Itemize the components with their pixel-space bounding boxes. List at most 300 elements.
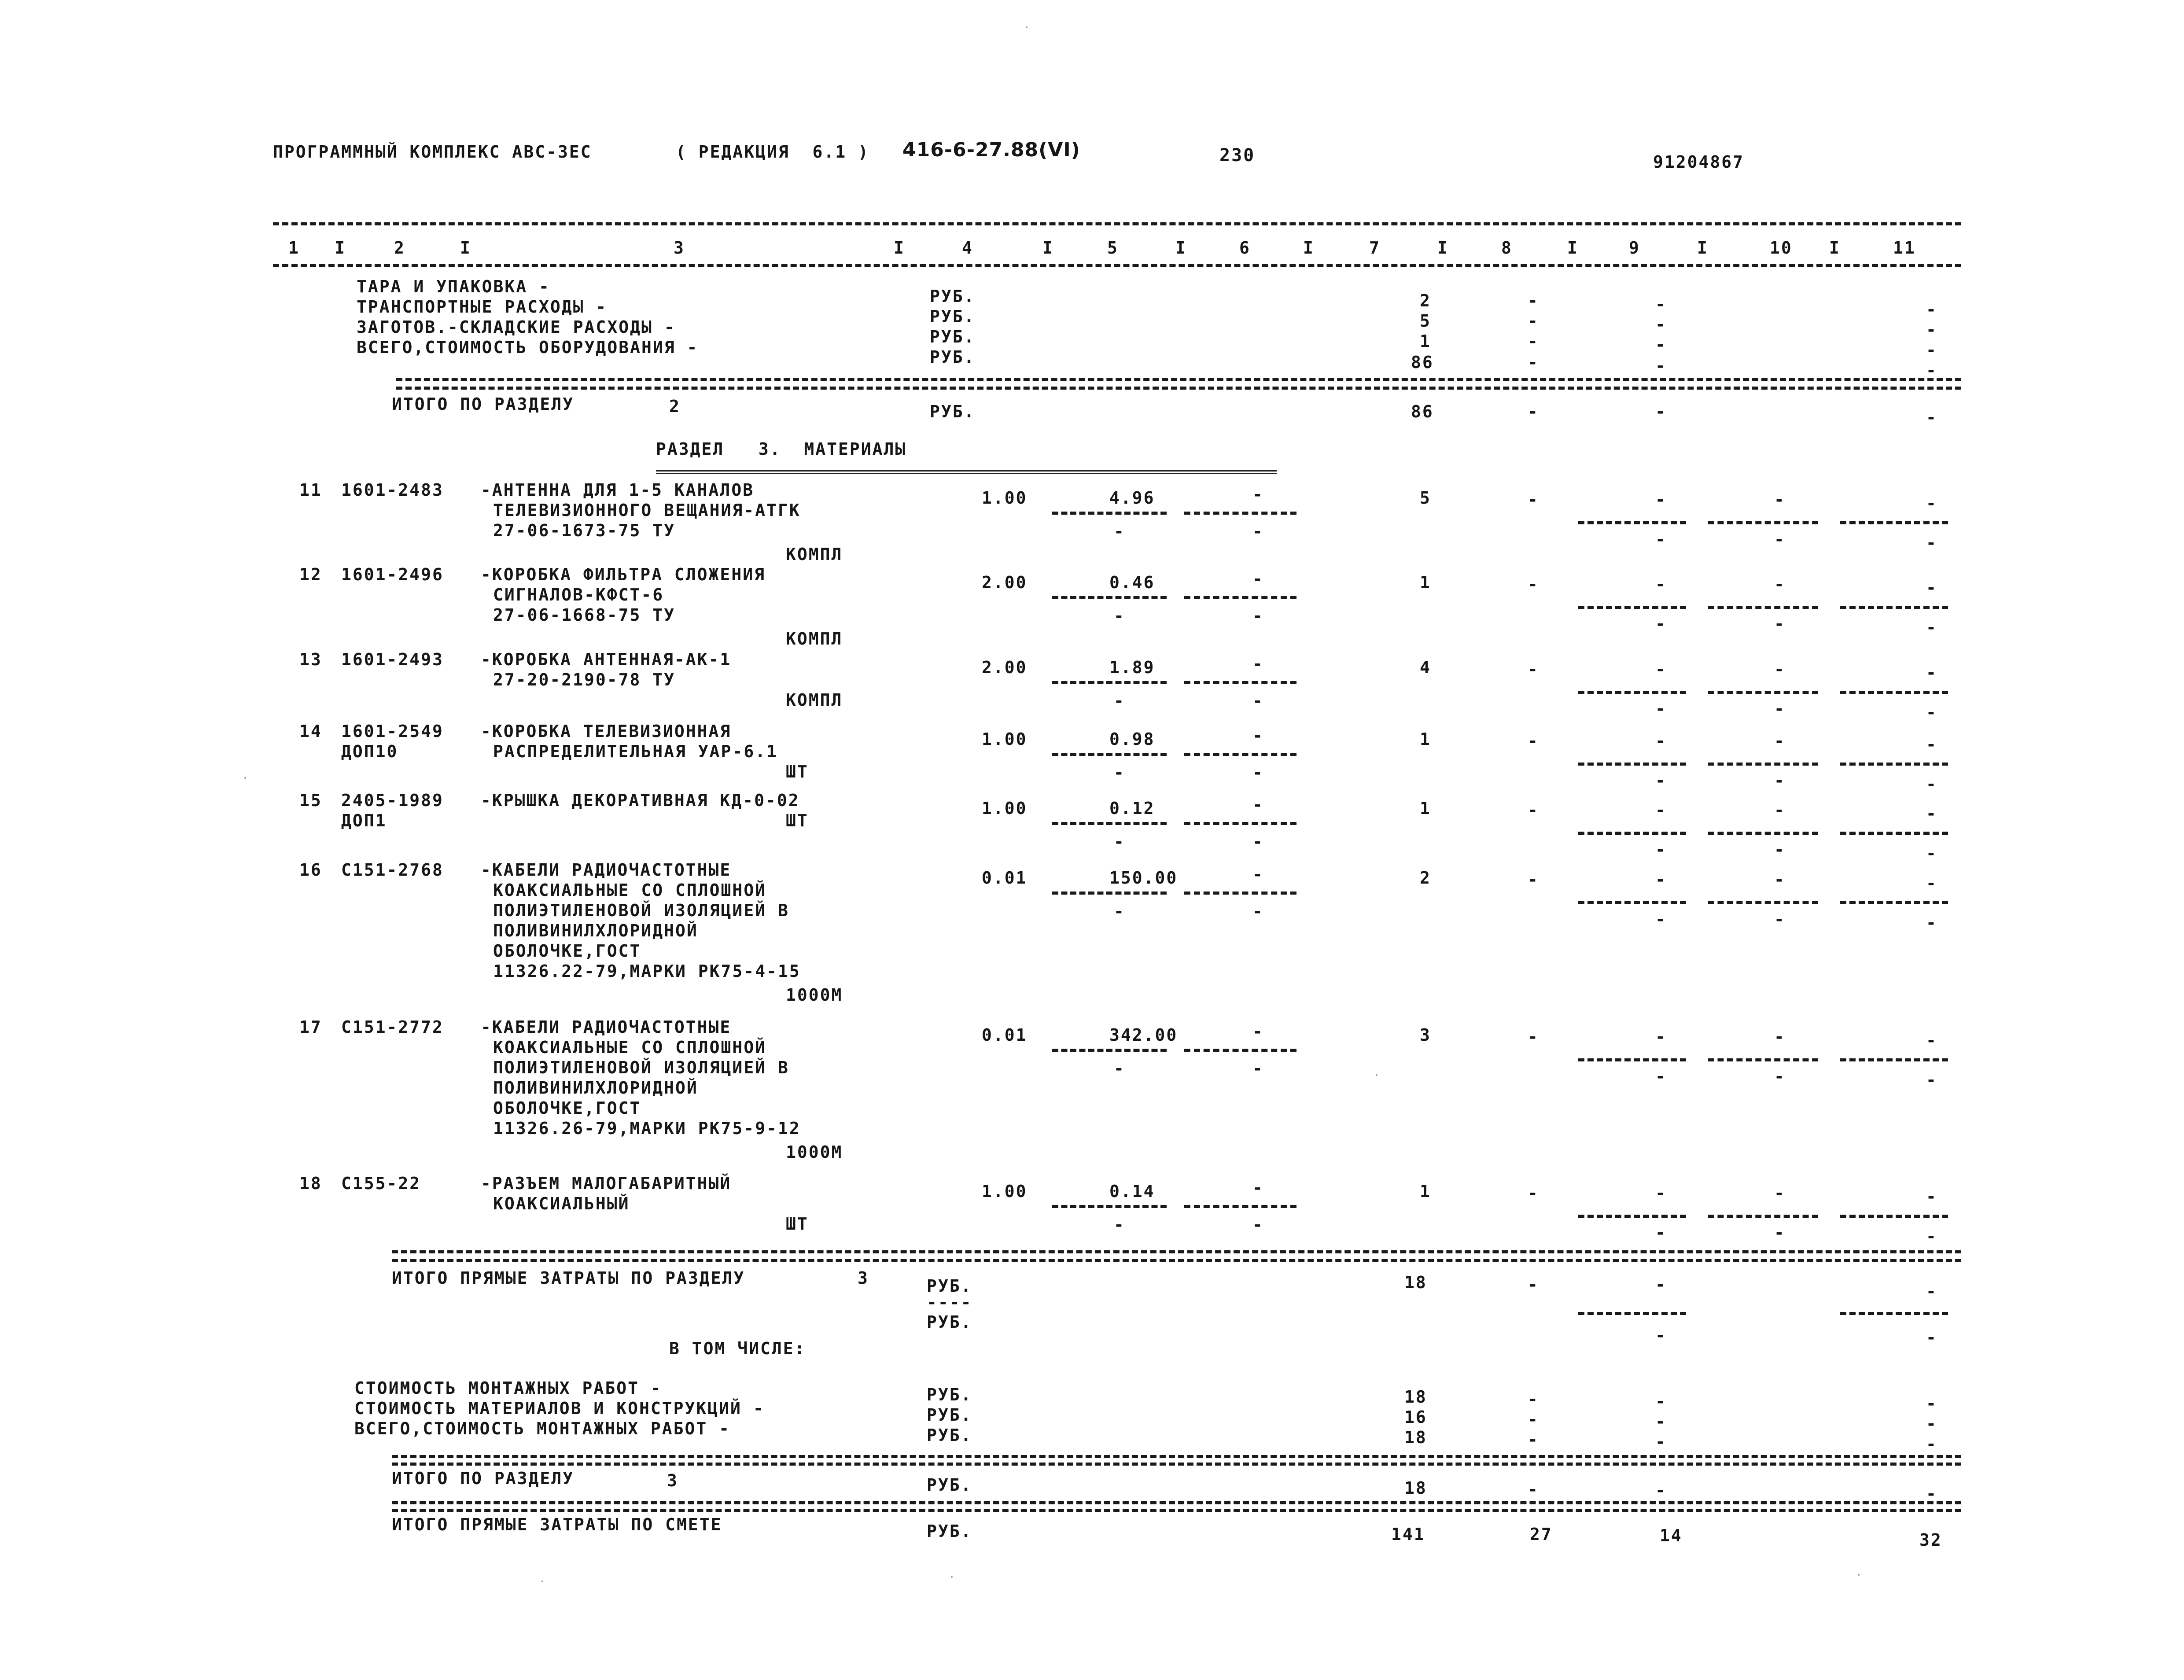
item-c10: - [1774,870,1786,889]
item-sub-c9: - [1655,771,1667,790]
direct-total-subrule [1840,1312,1948,1315]
scan-speck [244,777,246,779]
estimate-total-c7: 141 [1391,1525,1425,1544]
s3-total-c8: - [1528,1480,1539,1499]
rule-estimate [392,1501,1961,1504]
item-subrule [1184,1049,1296,1052]
breakdown-c11: - [1926,1434,1937,1454]
item-subrule [1840,832,1948,835]
project-code: 416-6-27.88(VI) [902,139,1080,161]
item-unit-price: 342.00 [1109,1025,1178,1045]
item-c8: - [1528,1027,1539,1046]
item-description: ПОЛИВИНИЛХЛОРИДНОЙ [493,1078,698,1098]
item-subrule [1184,822,1296,825]
item-sub-c5: - [1114,763,1125,782]
item-subrule [1578,521,1686,524]
item-description: ТЕЛЕВИЗИОННОГО ВЕЩАНИЯ-АТГК [493,501,801,520]
s2-row-name: ВСЕГО,СТОИМОСТЬ ОБОРУДОВАНИЯ - [357,338,699,357]
s3-total-c11: - [1926,1484,1937,1503]
item-sub-c6: - [1252,606,1264,626]
item-code: С155-22 [341,1174,421,1193]
item-subrule [1184,892,1296,895]
estimate-total-c9: 14 [1660,1526,1683,1545]
item-description: -КОРОБКА АНТЕННАЯ-АК-1 [481,650,732,669]
rule-estimate2 [392,1509,1961,1512]
item-c9: - [1655,870,1667,889]
item-subrule [1840,1215,1948,1218]
item-sub-c6: - [1252,1215,1264,1234]
rule-items-end2 [392,1259,1961,1262]
s2-row-c11: - [1926,300,1937,319]
breakdown-c9: - [1655,1412,1667,1431]
item-code: С151-2772 [341,1017,444,1037]
item-c10: - [1774,575,1786,594]
item-c9: - [1655,1183,1667,1203]
s3-total-label: ИТОГО ПО РАЗДЕЛУ [392,1469,575,1488]
rule-s3-total [392,1455,1961,1458]
item-unit: ШТ [786,1214,809,1234]
item-sub-c10: - [1774,1067,1786,1086]
item-number: 13 [299,650,322,669]
s2-row-c8: - [1528,332,1539,351]
item-sub-c5: - [1114,1059,1125,1078]
item-description: ОБОЛОЧКЕ,ГОСТ [493,941,641,961]
item-sub-c9: - [1655,910,1667,929]
item-subrule [1840,606,1948,609]
item-code: 1601-2496 [341,565,444,584]
item-subrule [1708,691,1818,694]
item-description: ОБОЛОЧКЕ,ГОСТ [493,1098,641,1118]
breakdown-c9: - [1655,1432,1667,1452]
item-subrule [1052,681,1167,684]
item-description: СИГНАЛОВ-КФСТ-6 [493,585,664,604]
item-subrule [1840,1058,1948,1061]
item-quantity: 2.00 [982,573,1028,592]
item-subrule [1708,521,1818,524]
item-sub-c5: - [1114,902,1125,921]
item-sub-c11: - [1926,913,1937,932]
direct-total-c7: 18 [1404,1273,1427,1292]
item-sub-c9: - [1655,699,1667,718]
item-c9: - [1655,800,1667,820]
item-quantity: 1.00 [982,1182,1028,1201]
item-description: 11326.22-79,МАРКИ РК75-4-15 [493,962,801,981]
item-sub-c6: - [1252,763,1264,782]
item-subrule [1708,1215,1818,1218]
program-name: ПРОГРАММНЫЙ КОМПЛЕКС АВС-ЗЕС [273,142,592,162]
item-c6: - [1252,654,1264,674]
scan-speck [1026,26,1028,28]
scan-speck [1858,1574,1860,1576]
item-description: -КОРОБКА ФИЛЬТРА СЛОЖЕНИЯ [481,565,766,584]
estimate-total-c8: 27 [1530,1525,1553,1544]
item-description: ПОЛИЭТИЛЕНОВОЙ ИЗОЛЯЦИЕЙ В [493,901,789,920]
item-description: КОАКСИАЛЬНЫЕ СО СПЛОШНОЙ [493,881,767,900]
item-description: -КАБЕЛИ РАДИОЧАСТОТНЫЕ [481,860,732,880]
item-unit: КОМПЛ [786,690,843,710]
estimate-total-unit: РУБ. [927,1522,972,1541]
item-code: 1601-2493 [341,650,444,669]
item-c6: - [1252,1178,1264,1197]
item-c7: 3 [1420,1025,1431,1045]
item-sub-c9: - [1655,840,1667,859]
item-sub-c10: - [1774,771,1786,790]
s2-row-c8: - [1528,353,1539,372]
item-subrule [1708,832,1818,835]
item-c11: - [1926,873,1937,893]
item-subrule [1184,512,1296,515]
s3-total-unit: РУБ. [927,1475,972,1495]
item-description: -КОРОБКА ТЕЛЕВИЗИОННАЯ [481,722,732,741]
s3-total-c9: - [1655,1481,1667,1500]
column-header-separator: I [335,238,346,258]
item-c6: - [1252,569,1264,589]
direct-total-c8: - [1528,1275,1539,1294]
item-subrule [1708,606,1818,609]
column-header-1: 1 [288,238,300,258]
item-sub-c10: - [1774,840,1786,859]
rule-s2-sub [396,378,1961,381]
item-sub-c11: - [1926,703,1937,722]
item-subrule [1184,681,1296,684]
item-unit-price: 0.12 [1109,799,1155,818]
item-c8: - [1528,575,1539,594]
item-description: 27-06-1673-75 ТУ [493,521,676,540]
item-subrule [1708,901,1818,904]
column-header-separator: I [1567,238,1579,258]
item-sub-c11: - [1926,774,1937,794]
item-sub-c10: - [1774,910,1786,929]
item-sub-c6: - [1252,1059,1264,1078]
item-sub-c11: - [1926,533,1937,553]
item-c11: - [1926,494,1937,513]
item-unit-price: 0.98 [1109,729,1155,749]
item-unit-price: 4.96 [1109,488,1155,508]
item-description: ПОЛИВИНИЛХЛОРИДНОЙ [493,921,698,940]
column-header-11: 11 [1893,238,1916,258]
direct-total-sub-c11: - [1926,1328,1937,1347]
item-quantity: 1.00 [982,799,1028,818]
item-number: 18 [299,1174,322,1193]
item-sub-c11: - [1926,618,1937,637]
column-header-3: 3 [674,238,685,258]
column-header-separator: I [894,238,905,258]
item-c6: - [1252,1022,1264,1041]
column-header-separator: I [1175,238,1187,258]
s2-total-c8: - [1528,402,1539,421]
rule-items-end [392,1250,1961,1253]
item-unit: 1000М [786,985,843,1005]
breakdown-c9: - [1655,1392,1667,1411]
item-unit: 1000М [786,1142,843,1162]
item-sub-c10: - [1774,614,1786,634]
item-subrule [1184,596,1296,599]
item-quantity: 2.00 [982,658,1028,677]
item-sub-c10: - [1774,530,1786,549]
item-subrule [1578,1215,1686,1218]
s2-row-c8: - [1528,311,1539,331]
item-number: 16 [299,860,322,880]
item-subrule [1578,691,1686,694]
item-c9: - [1655,731,1667,751]
item-sub-c11: - [1926,1227,1937,1246]
column-header-separator: I [460,238,471,258]
item-sub-c11: - [1926,1070,1937,1090]
item-subrule [1708,1058,1818,1061]
item-c10: - [1774,1027,1786,1046]
item-sub-c11: - [1926,844,1937,863]
direct-total-dashes: ---- [927,1293,972,1312]
item-c10: - [1774,1183,1786,1203]
item-subrule [1052,753,1167,756]
item-subrule [1052,1205,1167,1208]
item-c11: - [1926,804,1937,823]
s2-row-c8: - [1528,291,1539,310]
breakdown-unit: РУБ. [927,1426,972,1445]
item-c11: - [1926,578,1937,597]
item-c10: - [1774,731,1786,751]
column-header-separator: I [1437,238,1449,258]
item-quantity: 1.00 [982,488,1028,508]
item-c8: - [1528,659,1539,679]
column-header-separator: I [1829,238,1841,258]
item-description: -АНТЕННА ДЛЯ 1-5 КАНАЛОВ [481,480,755,500]
item-description: КОАКСИАЛЬНЫЕ СО СПЛОШНОЙ [493,1038,767,1057]
s2-total-label: ИТОГО ПО РАЗДЕЛУ [392,394,575,414]
item-unit-price: 0.46 [1109,573,1155,592]
item-sub-c10: - [1774,1223,1786,1242]
item-code: 1601-2483 [341,480,444,500]
s2-row-c9: - [1655,356,1667,376]
item-sub-c9: - [1655,1223,1667,1242]
s2-row-c7: 86 [1411,353,1434,372]
item-c11: - [1926,1187,1937,1206]
item-code: 1601-2549 [341,722,444,741]
scan-speck [1376,1074,1377,1076]
item-subrule [1708,763,1818,766]
item-c11: - [1926,735,1937,754]
item-sub-c9: - [1655,614,1667,634]
column-header-2: 2 [394,238,405,258]
s2-row-name: ЗАГОТОВ.-СКЛАДСКИЕ РАСХОДЫ - [357,317,676,337]
item-sub-c5: - [1114,1215,1125,1234]
item-number: 17 [299,1017,322,1037]
item-sub-c5: - [1114,522,1125,541]
item-c6: - [1252,726,1264,745]
s3-total-section: 3 [667,1471,678,1490]
item-c7: 1 [1420,573,1431,592]
section-title: РАЗДЕЛ 3. МАТЕРИАЛЫ [656,439,907,459]
page-number: 230 [1219,145,1256,166]
breakdown-name: СТОИМОСТЬ МАТЕРИАЛОВ И КОНСТРУКЦИЙ - [354,1399,765,1418]
item-c9: - [1655,490,1667,509]
item-c7: 1 [1420,799,1431,818]
item-subrule [1052,1049,1167,1052]
item-c8: - [1528,870,1539,889]
s2-total-section: 2 [669,397,681,416]
direct-total-sub-c9: - [1655,1326,1667,1345]
direct-total-label: ИТОГО ПРЯМЫЕ ЗАТРАТЫ ПО РАЗДЕЛУ [392,1268,745,1288]
rule-s2-sub2 [396,387,1961,390]
s2-row-c7: 2 [1420,291,1431,310]
scan-speck [541,1581,543,1582]
item-sub-c6: - [1252,691,1264,711]
breakdown-c11: - [1926,1394,1937,1413]
breakdown-c7: 18 [1404,1428,1427,1447]
item-description: 27-06-1668-75 ТУ [493,605,676,625]
breakdown-c8: - [1528,1430,1539,1449]
rule-top [273,222,1961,225]
s2-row-name: ТРАНСПОРТНЫЕ РАСХОДЫ - [357,297,608,317]
breakdown-unit: РУБ. [927,1405,972,1425]
item-subrule [1578,606,1686,609]
item-description: -КРЫШКА ДЕКОРАТИВНАЯ КД-0-02 [481,791,800,810]
item-sub-c5: - [1114,832,1125,851]
s2-total-unit: РУБ. [930,402,976,421]
item-sub-c10: - [1774,699,1786,718]
item-c8: - [1528,490,1539,509]
column-header-separator: I [1042,238,1054,258]
column-header-7: 7 [1369,238,1381,258]
s2-row-c11: - [1926,320,1937,339]
item-unit: КОМПЛ [786,629,843,648]
item-sub-c5: - [1114,606,1125,626]
item-c8: - [1528,731,1539,751]
item-code: 2405-1989 [341,791,444,810]
rule-under-header [273,264,1961,267]
s2-row-c11: - [1926,361,1937,380]
item-c10: - [1774,800,1786,820]
item-subrule [1052,822,1167,825]
direct-total-subrule [1578,1312,1686,1315]
breakdown-unit: РУБ. [927,1385,972,1404]
scan-speck [951,1576,953,1578]
item-subrule [1052,596,1167,599]
item-description: 27-20-2190-78 ТУ [493,670,676,689]
item-unit-price: 0.14 [1109,1182,1155,1201]
item-c7: 1 [1420,1182,1431,1201]
item-description: РАСПРЕДЕЛИТЕЛЬНАЯ УАР-6.1 [493,742,778,761]
column-header-5: 5 [1107,238,1119,258]
s2-total-c11: - [1926,408,1937,427]
item-subrule [1840,521,1948,524]
item-subrule [1840,763,1948,766]
column-header-separator: I [1303,238,1315,258]
s2-row-name: ТАРА И УПАКОВКА - [357,277,550,296]
item-sub-c9: - [1655,1067,1667,1086]
item-subrule [1052,512,1167,515]
item-c7: 2 [1420,868,1431,888]
column-header-4: 4 [962,238,973,258]
item-c8: - [1528,800,1539,820]
column-header-6: 6 [1239,238,1251,258]
item-sub-c9: - [1655,530,1667,549]
direct-total-c11: - [1926,1282,1937,1301]
item-number: 15 [299,791,322,810]
item-code-suffix: ДОП1 [341,811,387,830]
item-subrule [1184,753,1296,756]
s2-row-c11: - [1926,340,1937,360]
item-sub-c5: - [1114,691,1125,711]
breakdown-c8: - [1528,1389,1539,1409]
item-sub-c6: - [1252,522,1264,541]
column-header-9: 9 [1629,238,1640,258]
item-quantity: 0.01 [982,1025,1028,1045]
s2-row-unit: РУБ. [930,347,976,367]
item-code-suffix: ДОП10 [341,742,398,761]
document-id: 91204867 [1653,152,1745,172]
item-c9: - [1655,575,1667,594]
item-description: ПОЛИЭТИЛЕНОВОЙ ИЗОЛЯЦИЕЙ В [493,1058,789,1077]
item-c8: - [1528,1183,1539,1203]
item-quantity: 0.01 [982,868,1028,888]
item-c11: - [1926,663,1937,682]
item-sub-c6: - [1252,902,1264,921]
item-subrule [1578,901,1686,904]
item-c7: 5 [1420,488,1431,508]
item-c9: - [1655,1027,1667,1046]
item-subrule [1578,763,1686,766]
s2-row-unit: РУБ. [930,327,976,346]
column-header-10: 10 [1770,238,1793,258]
item-c11: - [1926,1031,1937,1050]
item-subrule [1840,901,1948,904]
including-label: В ТОМ ЧИСЛЕ: [669,1339,806,1358]
item-number: 14 [299,722,322,741]
item-code: С151-2768 [341,860,444,880]
breakdown-c7: 16 [1404,1407,1427,1427]
item-quantity: 1.00 [982,729,1028,749]
item-unit: ШТ [786,811,809,830]
item-description: -КАБЕЛИ РАДИОЧАСТОТНЫЕ [481,1017,732,1037]
item-subrule [1578,1058,1686,1061]
direct-total-section: 3 [858,1268,869,1288]
breakdown-c8: - [1528,1410,1539,1429]
column-header-separator: I [1697,238,1709,258]
item-number: 12 [299,565,322,584]
item-unit: КОМПЛ [786,545,843,564]
s2-row-c9: - [1655,315,1667,334]
breakdown-c7: 18 [1404,1387,1427,1407]
direct-total-unit-2: РУБ. [927,1312,972,1332]
s2-row-c7: 5 [1420,311,1431,331]
item-unit: ШТ [786,762,809,781]
item-description: -РАЗЪЕМ МАЛОГАБАРИТНЫЙ [481,1174,732,1193]
item-c10: - [1774,659,1786,679]
edition: ( РЕДАКЦИЯ 6.1 ) [676,142,869,162]
column-header-8: 8 [1501,238,1513,258]
item-c10: - [1774,490,1786,509]
s3-total-c7: 18 [1404,1478,1427,1498]
item-c7: 1 [1420,729,1431,749]
item-c7: 4 [1420,658,1431,677]
direct-total-c9: - [1655,1275,1667,1294]
item-c6: - [1252,485,1264,504]
breakdown-name: ВСЕГО,СТОИМОСТЬ МОНТАЖНЫХ РАБОТ - [354,1419,730,1438]
item-sub-c6: - [1252,832,1264,851]
item-subrule [1840,691,1948,694]
item-subrule [1184,1205,1296,1208]
s2-row-c7: 1 [1420,332,1431,351]
item-number: 11 [299,480,322,500]
item-c6: - [1252,795,1264,814]
item-description: 11326.26-79,МАРКИ РК75-9-12 [493,1119,801,1138]
estimate-total-c11: 32 [1919,1530,1942,1550]
item-subrule [1578,832,1686,835]
item-unit-price: 1.89 [1109,658,1155,677]
item-description: КОАКСИАЛЬНЫЙ [493,1194,630,1213]
rule-s3-total2 [392,1463,1961,1466]
